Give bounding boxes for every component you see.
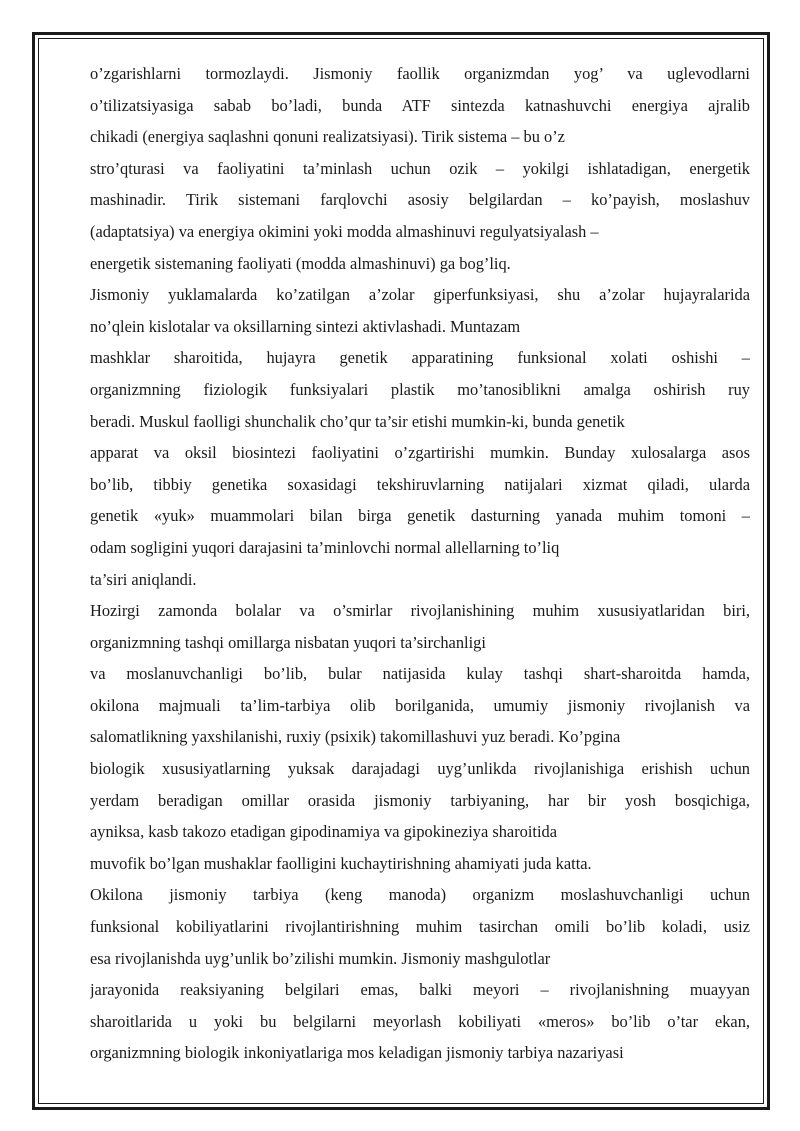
text-line: Jismoniy yuklamalarda ko’zatilgan a’zolar giperfunksiyasi, shu a’zolar hujayralarida [90,285,750,305]
text-line: sharoitlarida u yoki bu belgilarni meyorlash kobiliyati «meros» bo’lib o’tar ekan, [90,1011,750,1031]
text-line: organizmning biologik inkoniyatlariga mos keladigan jismoniy tarbiya nazariyasi [90,1043,624,1063]
text-line: jarayonida reaksiyaning belgilari emas, balki meyori – rivojlanishning muayyan [90,980,750,1000]
text-line: apparat va oksil biosintezi faoliyatini o’zgartirishi mumkin. Bunday xulosalarga asos [90,443,750,463]
text-line: energetik sistemaning faoliyati (modda almashinuvi) ga bog’liq. [90,253,511,273]
text-line: Okilona jismoniy tarbiya (keng manoda) organizm moslashuvchanligi uchun [90,885,750,905]
text-line: organizmning fiziologik funksiyalari plastik mo’tanosiblikni amalga oshirish ruy [90,379,750,399]
text-line: beradi. Muskul faolligi shunchalik cho’qur ta’sir etishi mumkin-ki, bunda genetik [90,411,625,431]
text-line: organizmning tashqi omillarga nisbatan yuqori ta’sirchanligi [90,632,486,652]
text-line: o’tilizatsiyasiga sabab bo’ladi, bunda ATF sintezda katnashuvchi energiya ajralib [90,95,750,115]
text-line: stro’qturasi va faoliyatini ta’minlash uchun ozik – yokilgi ishlatadigan, energetik [90,158,750,178]
text-line: funksional kobiliyatlarini rivojlantirishning muhim tasirchan omili bo’lib koladi, usiz [90,917,750,937]
text-line: va moslanuvchanligi bo’lib, bular natijasida kulay tashqi shart-sharoitda hamda, [90,664,750,684]
text-line: salomatlikning yaxshilanishi, ruxiy (psixik) takomillashuvi yuz beradi. Ko’pgina [90,727,621,747]
text-line: biologik xususiyatlarning yuksak darajadagi uyg’unlikda rivojlanishiga erishish uchun [90,759,750,779]
text-line: Hozirgi zamonda bolalar va o’smirlar rivojlanishining muhim xususiyatlaridan biri, [90,601,750,621]
text-line: yerdam beradigan omillar orasida jismoniy tarbiyaning, har bir yosh bosqichiga, [90,790,750,810]
text-line: no’qlein kislotalar va oksillarning sintezi aktivlashadi. Muntazam [90,316,521,336]
text-line: okilona majmuali ta’lim-tarbiya olib borilganida, umumiy jismoniy rivojlanish va [90,695,750,715]
text-line: ta’siri aniqlandi. [90,569,197,589]
text-line: mashklar sharoitida, hujayra genetik apparatining funksional xolati oshishi – [90,348,750,368]
document-body [90,58,750,1069]
text-line: mashinadir. Tirik sistemani farqlovchi asosiy belgilardan – ko’payish, moslashuv [90,190,750,210]
text-line: genetik «yuk» muammolari bilan birga genetik dasturning yanada muhim tomoni – [90,506,750,526]
text-line: (adaptatsiya) va energiya okimini yoki modda almashinuvi regulyatsiyalash – [90,221,599,241]
text-line: chikadi (energiya saqlashni qonuni realizatsiyasi). Tirik sistema – bu o’z [90,127,565,147]
text-line: ayniksa, kasb takozo etadigan gipodinamiya va gipokineziya sharoitida [90,822,557,842]
text-line: bo’lib, tibbiy genetika soxasidagi tekshiruvlarning natijalari xizmat qiladi, ularda [90,474,750,494]
text-line: o’zgarishlarni tormozlaydi. Jismoniy faollik organizmdan yog’ va uglevodlarni [90,64,750,83]
text-line: esa rivojlanishda uyg’unlik bo’zilishi mumkin. Jismoniy mashgulotlar [90,948,551,968]
text-line: odam sogligini yuqori darajasini ta’minlovchi normal allellarning to’liq [90,537,560,557]
text-line: muvofik bo’lgan mushaklar faolligini kuchaytirishning ahamiyati juda katta. [90,853,592,873]
